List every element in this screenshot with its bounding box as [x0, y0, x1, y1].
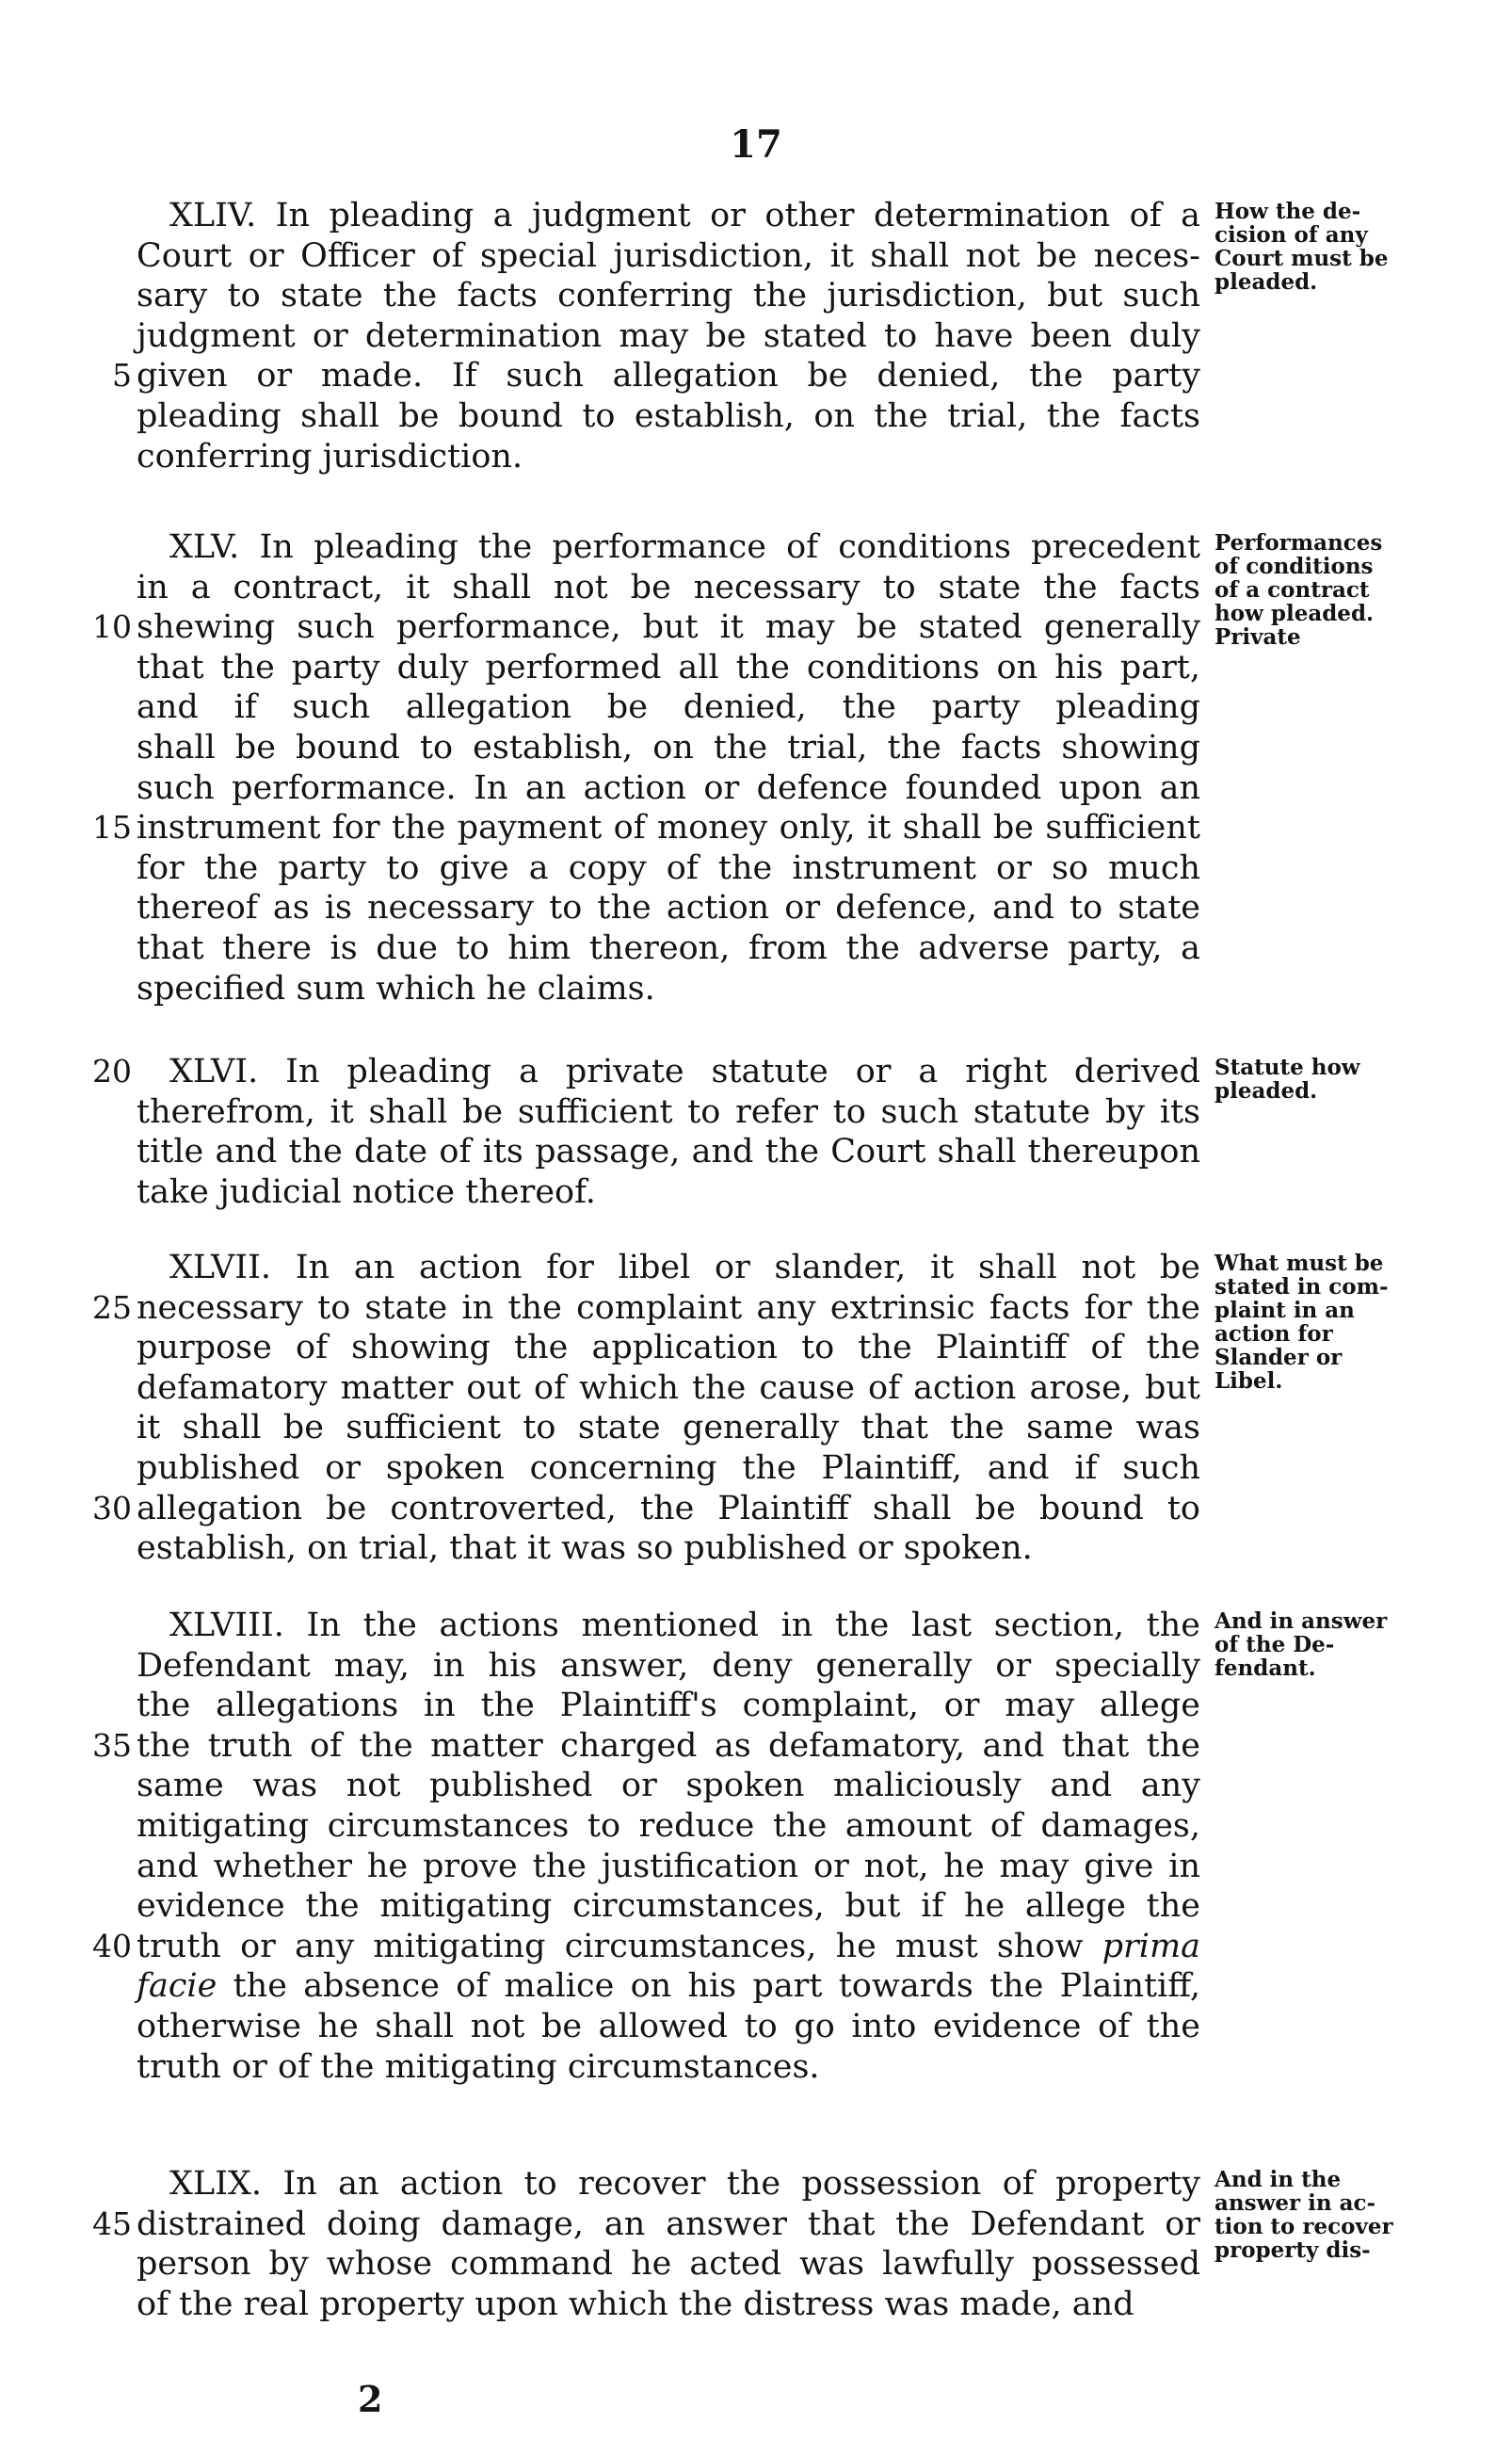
body-line: purpose of showing the application to the Plaintiff of the	[137, 1329, 1200, 1367]
line-number: 20	[92, 1053, 132, 1090]
body-line: conferring jurisdiction.	[137, 437, 523, 476]
body-line: and whether he prove the justification or not, he may give in	[137, 1847, 1200, 1885]
body-line: mitigating circumstances to reduce the amount of damages,	[137, 1807, 1200, 1845]
section-heading-line: XLV. In pleading the performance of conditions precedent	[169, 528, 1200, 566]
body-line: evidence the mitigating circumstances, but if he allege the	[137, 1887, 1200, 1926]
line-number: 10	[92, 608, 132, 646]
section-heading-line: XLVI. In pleading a private statute or a right derived	[169, 1053, 1200, 1090]
line-number: 25	[92, 1288, 132, 1326]
body-line: same was not published or spoken maliciously and any	[137, 1767, 1200, 1805]
section-heading-line: XLIV. In pleading a judgment or other determination of a	[169, 197, 1200, 234]
body-line: pleading shall be bound to establish, on the trial, the facts	[137, 397, 1200, 435]
body-line: defamatory matter out of which the cause of action arose, but	[137, 1368, 1200, 1407]
body-line: person by whose command he acted was lawfully possessed	[137, 2245, 1200, 2284]
body-line: specified sum which he claims.	[137, 969, 655, 1008]
section-heading-line: XLVIII. In the actions mentioned in the last section, the	[169, 1607, 1200, 1644]
body-line: that the party duly performed all the conditions on his part,	[137, 648, 1200, 686]
body-line: necessary to state in the complaint any extrinsic facts for the	[137, 1288, 1200, 1327]
body-line: judgment or determination may be stated to have been duly	[137, 316, 1200, 355]
body-line: allegation be controverted, the Plaintiff shall be bound to	[137, 1489, 1200, 1527]
body-line: shall be bound to establish, on the trial, the facts showing	[137, 729, 1200, 767]
body-line: take judicial notice thereof.	[137, 1172, 596, 1211]
body-line: it shall be sufficient to state generally that the same was	[137, 1409, 1200, 1447]
body-line: Defendant may, in his answer, deny generally or specially	[137, 1646, 1200, 1685]
line-number: 45	[92, 2205, 132, 2242]
body-line: title and the date of its passage, and the Court shall thereupon	[137, 1133, 1200, 1171]
signature-mark: 2	[358, 2378, 383, 2420]
section-heading-line: XLIX. In an action to recover the possession of property	[169, 2165, 1200, 2203]
body-line: the allegations in the Plaintiff's complaint, or may allege	[137, 1687, 1200, 1725]
body-line: in a contract, it shall not be necessary to state the facts	[137, 568, 1200, 606]
margin-note: Statute how pleaded.	[1214, 1055, 1360, 1104]
body-line: instrument for the payment of money only, it shall be sufficient	[137, 809, 1200, 848]
line-number: 15	[92, 809, 132, 847]
line-number: 40	[92, 1927, 132, 1964]
margin-note: What must be stated in com- plaint in an action for Slander or Libel.	[1214, 1251, 1389, 1394]
body-line: otherwise he shall not be allowed to go into evidence of the	[137, 2008, 1200, 2045]
body-line: establish, on trial, that it was so published or spoken.	[137, 1529, 1033, 1568]
body-line: facie the absence of malice on his part towards the Plaintiff,	[137, 1967, 1200, 2006]
line-number: 5	[112, 357, 132, 395]
body-line: and if such allegation be denied, the party pleading	[137, 688, 1200, 727]
body-line: that there is due to him thereon, from the adverse party, a	[137, 929, 1200, 967]
body-line: truth or of the mitigating circumstances.	[137, 2047, 820, 2086]
body-line: truth or any mitigating circumstances, he must show prima	[137, 1927, 1200, 1965]
body-line: therefrom, it shall be sufficient to refer to such statute by its	[137, 1092, 1200, 1131]
body-line: published or spoken concerning the Plaintiff, and if such	[137, 1449, 1200, 1487]
section-heading-line: XLVII. In an action for libel or slander, it shall not be	[169, 1249, 1200, 1286]
margin-note: And in the answer in ac- tion to recover property dis-	[1214, 2167, 1393, 2263]
body-line: Court or Officer of special jurisdiction, it shall not be neces-	[137, 236, 1200, 275]
body-line: for the party to give a copy of the instrument or so much	[137, 848, 1200, 887]
body-line: sary to state the facts conferring the jurisdiction, but such	[137, 277, 1200, 315]
margin-note: And in answer of the De- fendant.	[1214, 1608, 1388, 1681]
body-line: such performance. In an action or defence founded upon an	[137, 768, 1200, 807]
margin-note: How the de- cision of any Court must be pleaded.	[1214, 199, 1389, 295]
body-line: shewing such performance, but it may be stated generally	[137, 608, 1200, 647]
body-line: of the real property upon which the distress was made, and	[137, 2285, 1134, 2323]
body-line: given or made. If such allegation be denied, the party	[137, 357, 1200, 396]
line-number: 30	[92, 1489, 132, 1526]
body-line: thereof as is necessary to the action or defence, and to state	[137, 889, 1200, 928]
margin-note: Performances of conditions of a contract how pleaded. Private	[1214, 530, 1383, 650]
body-line: distrained doing damage, an answer that the Defendant or	[137, 2205, 1200, 2243]
line-number: 35	[92, 1726, 132, 1764]
body-line: the truth of the matter charged as defamatory, and that the	[137, 1726, 1200, 1765]
page-number: 17	[730, 122, 782, 167]
